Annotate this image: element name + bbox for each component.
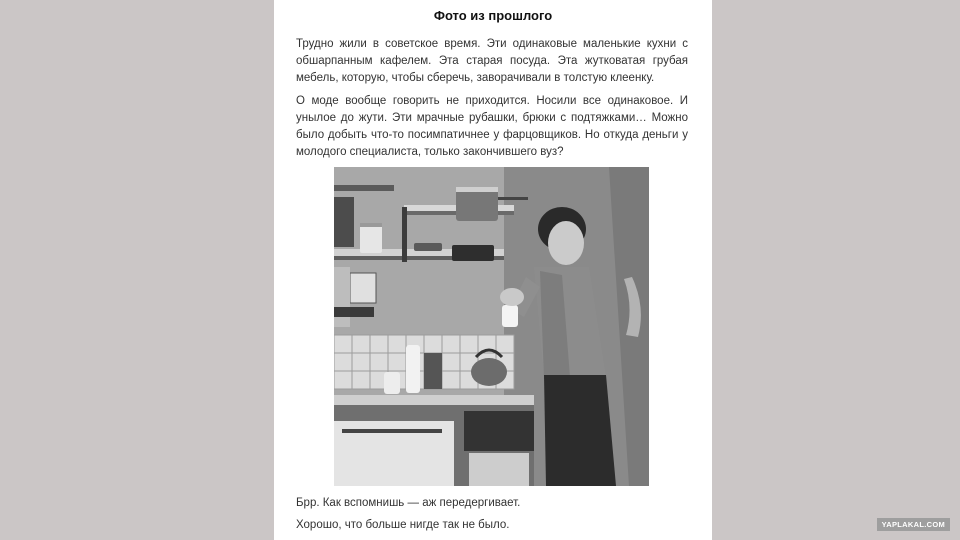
article-paragraph-4: Хорошо, что больше нигде так не было. [296,519,510,531]
kitchen-photo-image [334,167,649,486]
article-title: Фото из прошлого [433,8,553,23]
site-watermark: YAPLAKAL.COM [877,518,950,531]
kitchen-photo [334,167,649,486]
article-paragraph-3: Брр. Как вспомнишь — аж передергивает. [296,497,521,509]
article-paragraph-1: Трудно жили в советское время. Эти одинаковые маленькие кухни с обшарпанным кафелем. Эта старая посуда. Эта жутковатая грубая мебель, которую, чтобы сберечь, заворачивали в толстую клеенку. [296,38,688,84]
article-page [274,0,712,540]
article-paragraph-2: О моде вообще говорить не приходится. Носили все одинаковое. И унылое до жути. Эти мрачные рубашки, брюки с подтяжками… Можно было добыть что-то посимпатичнее у фарцовщиков. Но откуда деньги у молодого специалиста, только закончившего вуз? [296,95,688,158]
